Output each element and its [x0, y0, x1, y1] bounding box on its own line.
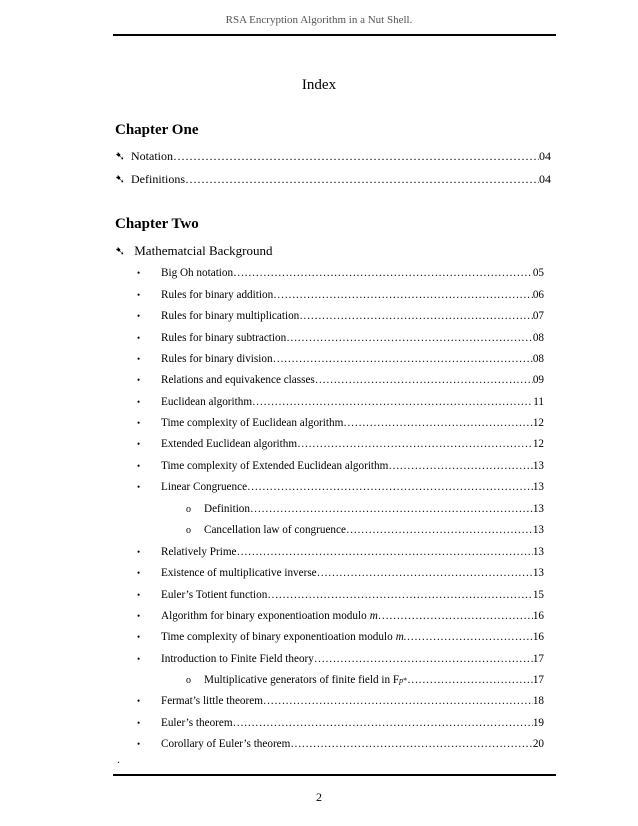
- dot-leader: [290, 738, 532, 750]
- toc-item-page: 17: [532, 674, 544, 686]
- toc-subitem[interactable]: [186, 503, 544, 515]
- toc-entry-notation[interactable]: [115, 149, 551, 164]
- toc-item-page: 07: [532, 310, 544, 322]
- toc-item-label: Relations and equivakence classes: [161, 374, 315, 386]
- toc-item-page: 13: [532, 503, 544, 515]
- toc-item-page: 13: [532, 481, 544, 493]
- toc-item-label: Definition: [204, 503, 250, 515]
- dot-bullet-icon: •: [137, 333, 141, 343]
- dot-bullet-icon: •: [137, 461, 141, 471]
- chapter-two-heading: Chapter Two: [115, 216, 199, 232]
- toc-item-label: Euclidean algorithm: [161, 396, 253, 408]
- toc-item-page: 19: [532, 717, 544, 729]
- math-subscript: p: [399, 676, 404, 685]
- toc-item-page: 18: [532, 695, 544, 707]
- dot-leader: [267, 589, 533, 601]
- toc-item-label: Fermat’s little theorem: [161, 695, 263, 707]
- arrow-bullet-icon: ➷: [115, 172, 126, 186]
- toc-item[interactable]: [137, 738, 544, 750]
- stray-mark: .: [117, 752, 120, 766]
- toc-item-page: 13: [532, 546, 544, 558]
- dot-leader: [314, 653, 533, 665]
- toc-item[interactable]: [137, 460, 544, 472]
- dot-bullet-icon: •: [137, 354, 141, 364]
- dot-leader: [233, 267, 533, 279]
- toc-item-label: Extended Euclidean algorithm: [161, 438, 298, 450]
- dot-bullet-icon: •: [137, 482, 141, 492]
- toc-item-label: Euler’s theorem: [161, 717, 233, 729]
- toc-item-label: Linear Congruence: [161, 481, 248, 493]
- toc-item-page: 06: [532, 289, 544, 301]
- dot-bullet-icon: •: [137, 311, 141, 321]
- toc-item[interactable]: [137, 267, 544, 279]
- toc-item-page: 15: [532, 589, 544, 601]
- dot-leader: [273, 353, 533, 365]
- toc-item-page: 16: [532, 631, 544, 643]
- dot-bullet-icon: •: [137, 375, 141, 385]
- toc-item-page: 16: [532, 610, 544, 622]
- toc-item-label: Introduction to Finite Field theory: [161, 653, 314, 665]
- toc-item[interactable]: [137, 332, 544, 344]
- circle-bullet-icon: o: [186, 504, 191, 515]
- toc-item-label: Multiplicative generators of finite field in F: [204, 674, 400, 686]
- dot-leader: [317, 567, 533, 579]
- toc-item-page: 13: [532, 524, 544, 536]
- toc-item-label: Time complexity of Extended Euclidean algorithm: [161, 460, 389, 472]
- dot-leader: [173, 149, 539, 164]
- section-heading: [115, 243, 273, 259]
- toc-item-page: 09: [532, 374, 544, 386]
- page-title: Index: [301, 77, 337, 93]
- dot-leader: [250, 503, 533, 515]
- toc-item-page: 12: [532, 438, 544, 450]
- toc-item-page: 20: [532, 738, 544, 750]
- dot-leader: [237, 546, 533, 558]
- toc-item[interactable]: [137, 610, 544, 622]
- dot-bullet-icon: •: [137, 547, 141, 557]
- dot-bullet-icon: •: [137, 632, 141, 642]
- math-variable: m.: [395, 631, 407, 643]
- toc-item[interactable]: [137, 438, 544, 450]
- toc-item-page: 11: [533, 396, 544, 408]
- circle-bullet-icon: o: [186, 675, 191, 686]
- toc-subitem[interactable]: [186, 674, 544, 686]
- toc-entry-label: Notation: [131, 149, 173, 163]
- toc-item[interactable]: [137, 353, 544, 365]
- dot-leader: [378, 610, 533, 622]
- dot-bullet-icon: •: [137, 568, 141, 578]
- toc-item-label: Relatively Prime: [161, 546, 237, 558]
- toc-item-label: Rules for binary multiplication: [161, 310, 300, 322]
- dot-leader: [407, 674, 533, 686]
- toc-item[interactable]: [137, 631, 544, 643]
- dot-leader: [407, 631, 533, 643]
- dot-leader: [346, 524, 533, 536]
- toc-subitem[interactable]: [186, 524, 544, 536]
- dot-bullet-icon: •: [137, 268, 141, 278]
- toc-item-page: 05: [532, 267, 544, 279]
- toc-item-label: Time complexity of binary exponentioation modulo: [161, 631, 393, 643]
- dot-bullet-icon: •: [137, 718, 141, 728]
- dot-leader: [343, 417, 533, 429]
- circle-bullet-icon: o: [186, 525, 191, 536]
- dot-leader: [263, 695, 533, 707]
- dot-leader: [185, 172, 539, 187]
- dot-leader: [252, 396, 533, 408]
- toc-item-label: Corollary of Euler’s theorem: [161, 738, 291, 750]
- running-header: RSA Encryption Algorithm in a Nut Shell.: [225, 14, 413, 26]
- toc-item[interactable]: [137, 374, 544, 386]
- arrow-bullet-icon: ➷: [115, 244, 126, 258]
- toc-item-page: 13: [532, 460, 544, 472]
- dot-bullet-icon: •: [137, 439, 141, 449]
- toc-entry-label: Definitions: [131, 172, 185, 186]
- dot-leader: [299, 310, 533, 322]
- toc-item-label: Existence of multiplicative inverse: [161, 567, 317, 579]
- toc-item-label: Rules for binary subtraction: [161, 332, 287, 344]
- math-superscript: *: [403, 676, 408, 685]
- toc-item-page: 17: [532, 653, 544, 665]
- toc-item-label: Time complexity of Euclidean algorithm: [161, 417, 344, 429]
- footer-rule: [113, 774, 556, 776]
- chapter-one-heading: Chapter One: [115, 122, 199, 138]
- math-variable: m: [369, 610, 378, 622]
- toc-entry-definitions[interactable]: [115, 172, 551, 187]
- dot-bullet-icon: •: [137, 290, 141, 300]
- dot-bullet-icon: •: [137, 611, 141, 621]
- header-rule: [113, 34, 556, 36]
- arrow-bullet-icon: ➷: [115, 149, 126, 163]
- toc-item-label: Rules for binary division: [161, 353, 273, 365]
- toc-item-label: Euler’s Totient function: [161, 589, 268, 601]
- dot-leader: [247, 481, 533, 493]
- toc-item[interactable]: [137, 310, 544, 322]
- toc-item[interactable]: [137, 481, 544, 493]
- dot-bullet-icon: •: [137, 696, 141, 706]
- dot-bullet-icon: •: [137, 739, 141, 749]
- dot-bullet-icon: •: [137, 654, 141, 664]
- section-heading-label: Mathematcial Background: [134, 243, 273, 258]
- toc-item-page: 12: [532, 417, 544, 429]
- toc-item-label: Rules for binary addition: [161, 289, 274, 301]
- toc-item[interactable]: [137, 546, 544, 558]
- toc-item-page: 13: [532, 567, 544, 579]
- toc-entry-page: 04: [539, 149, 551, 163]
- toc-item-label: Cancellation law of congruence: [204, 524, 346, 536]
- toc-item[interactable]: [137, 695, 544, 707]
- toc-item-page: 08: [532, 353, 544, 365]
- dot-leader: [233, 717, 533, 729]
- toc-item[interactable]: [137, 289, 544, 301]
- toc-item[interactable]: [137, 653, 544, 665]
- dot-leader: [315, 374, 533, 386]
- toc-item[interactable]: [137, 567, 544, 579]
- dot-leader: [297, 438, 533, 450]
- dot-bullet-icon: •: [137, 418, 141, 428]
- dot-bullet-icon: •: [137, 590, 141, 600]
- toc-item-label: Algorithm for binary exponentioation modulo: [161, 610, 367, 622]
- toc-entry-page: 04: [539, 172, 551, 186]
- dot-leader: [286, 332, 533, 344]
- page-number: 2: [316, 790, 322, 804]
- dot-bullet-icon: •: [137, 397, 141, 407]
- toc-item[interactable]: [137, 396, 544, 408]
- toc-item-label: Big Oh notation: [161, 267, 234, 279]
- dot-leader: [273, 289, 533, 301]
- toc-item[interactable]: [137, 417, 544, 429]
- toc-item[interactable]: [137, 589, 544, 601]
- toc-item[interactable]: [137, 717, 544, 729]
- dot-leader: [388, 460, 532, 472]
- toc-item-page: 08: [532, 332, 544, 344]
